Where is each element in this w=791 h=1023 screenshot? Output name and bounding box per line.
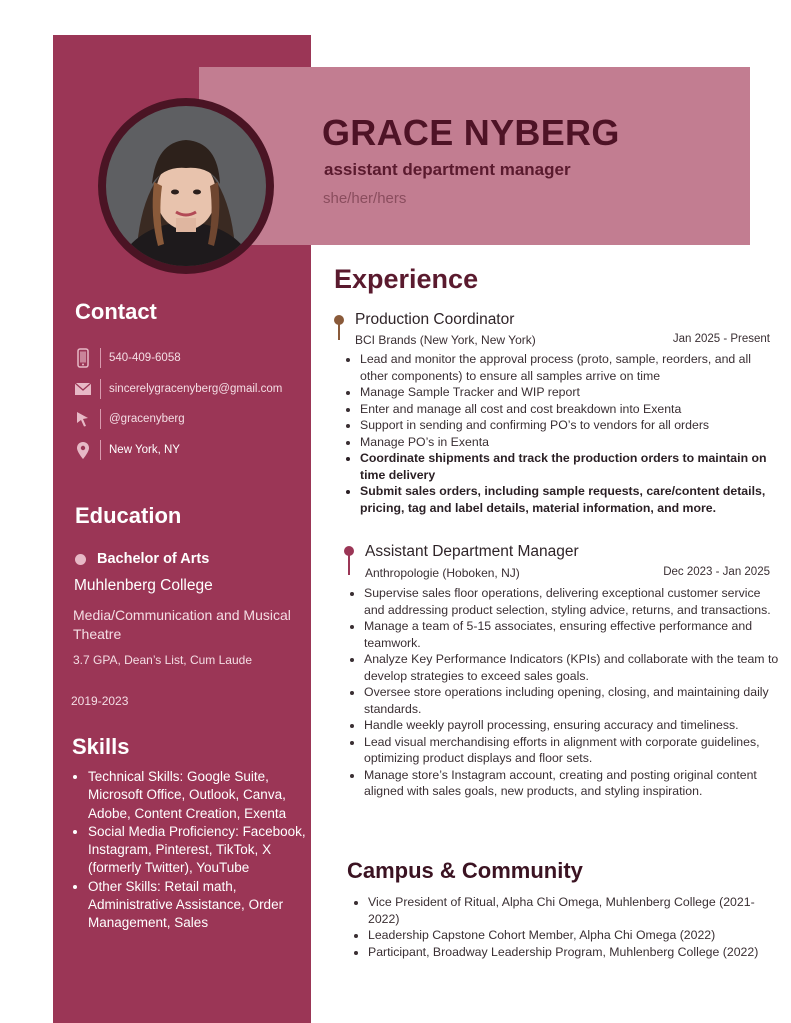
location-pin-icon (74, 440, 92, 460)
list-item: • Vice President of Ritual, Alpha Chi Omega, Muhlenberg College (2021-2022) (368, 894, 784, 927)
job-dates: Dec 2023 - Jan 2025 (663, 566, 770, 578)
contact-separator (100, 379, 101, 399)
job-role-subtitle: assistant department manager (324, 160, 571, 179)
skills-list (70, 768, 320, 933)
profile-photo (106, 106, 266, 266)
campus-list (352, 894, 784, 960)
list-item: • Oversee store operations including opening, closing, and maintaining daily standards. (364, 684, 784, 717)
list-item: • Leadership Capstone Cohort Member, Alpha Chi Omega (2022) (368, 927, 784, 944)
contact-email-text[interactable]: sincerelygracenyberg@gmail.com (109, 383, 283, 395)
timeline-stem (338, 324, 340, 340)
job-bullets (344, 351, 780, 516)
profile-photo-illustration (106, 106, 266, 266)
skills-heading: Skills (72, 734, 130, 759)
education-school: Muhlenberg College (74, 577, 213, 594)
list-item: • Lead visual merchandising efforts in alignment with corporate guidelines, optimizing product displays and floor sets. (364, 734, 784, 767)
mail-icon (74, 379, 92, 399)
education-heading: Education (75, 503, 182, 528)
cursor-icon (74, 409, 92, 429)
education-degree: Bachelor of Arts (97, 551, 210, 567)
contact-email (74, 378, 282, 400)
pronouns: she/her/hers (323, 190, 407, 207)
list-item: • Manage PO’s in Exenta (360, 434, 780, 451)
education-years: 2019-2023 (71, 694, 129, 708)
list-item: • Analyze Key Performance Indicators (KPIs) and collaborate with the team to develop strategies to exceed sales goals. (364, 651, 784, 684)
phone-icon (74, 348, 92, 368)
candidate-name: GRACE NYBERG (322, 112, 620, 153)
contact-location (74, 439, 180, 461)
list-item: • Support in sending and confirming PO’s to vendors for all orders (360, 417, 780, 434)
campus-heading: Campus & Community (347, 858, 583, 883)
timeline-stem (348, 555, 350, 575)
job-company: BCI Brands (New York, New York) (355, 333, 536, 347)
contact-location-text: New York, NY (109, 444, 180, 456)
contact-separator (100, 409, 101, 429)
list-item: • Lead and monitor the approval process (proto, sample, reorders, and all other components) to ensure all samples arrive on time (360, 351, 780, 384)
list-item: • Social Media Proficiency: Facebook, Instagram, Pinterest, TikTok, X (formerly Twitter), YouTube (88, 823, 320, 878)
list-item: • Technical Skills: Google Suite, Microsoft Office, Outlook, Canva, Adobe, Content Creation, Exenta (88, 768, 320, 823)
contact-separator (100, 348, 101, 368)
job-dates: Jan 2025 - Present (672, 333, 770, 345)
list-item: • Submit sales orders, including sample requests, care/content details, pricing, tag and label details, material information, and more. (360, 483, 780, 516)
list-item: • Manage Sample Tracker and WIP report (360, 384, 780, 401)
list-item: • Coordinate shipments and track the production orders to maintain on time delivery (360, 450, 780, 483)
job-title: Production Coordinator (355, 311, 515, 328)
contact-social (74, 408, 185, 430)
list-item: • Other Skills: Retail math, Administrative Assistance, Order Management, Sales (88, 878, 320, 933)
job-bullets (348, 585, 784, 800)
education-major: Media/Communication and Musical Theatre (73, 607, 291, 642)
contact-separator (100, 440, 101, 460)
experience-heading: Experience (334, 264, 479, 294)
list-item: • Manage store’s Instagram account, creating and posting original content aligned with sales goals, new products, and styling inspiration. (364, 767, 784, 800)
job-company: Anthropologie (Hoboken, NJ) (365, 566, 520, 580)
list-item: • Supervise sales floor operations, delivering exceptional customer service and addressing product selection, styling advice, returns, and transactions. (364, 585, 784, 618)
education-bullet-icon (75, 554, 86, 565)
contact-phone (74, 347, 181, 369)
profile-photo-frame (98, 98, 274, 274)
contact-social-text[interactable]: @gracenyberg (109, 413, 185, 425)
education-honors: 3.7 GPA, Dean’s List, Cum Laude (73, 653, 252, 667)
job-title: Assistant Department Manager (365, 543, 579, 560)
list-item: • Handle weekly payroll processing, ensuring accuracy and timeliness. (364, 717, 784, 734)
contact-phone-text: 540-409-6058 (109, 352, 181, 364)
list-item: • Participant, Broadway Leadership Program, Muhlenberg College (2022) (368, 944, 784, 961)
list-item: • Manage a team of 5-15 associates, ensuring effective performance and teamwork. (364, 618, 784, 651)
contact-heading: Contact (75, 299, 157, 324)
list-item: • Enter and manage all cost and cost breakdown into Exenta (360, 401, 780, 418)
header-band (199, 67, 750, 245)
